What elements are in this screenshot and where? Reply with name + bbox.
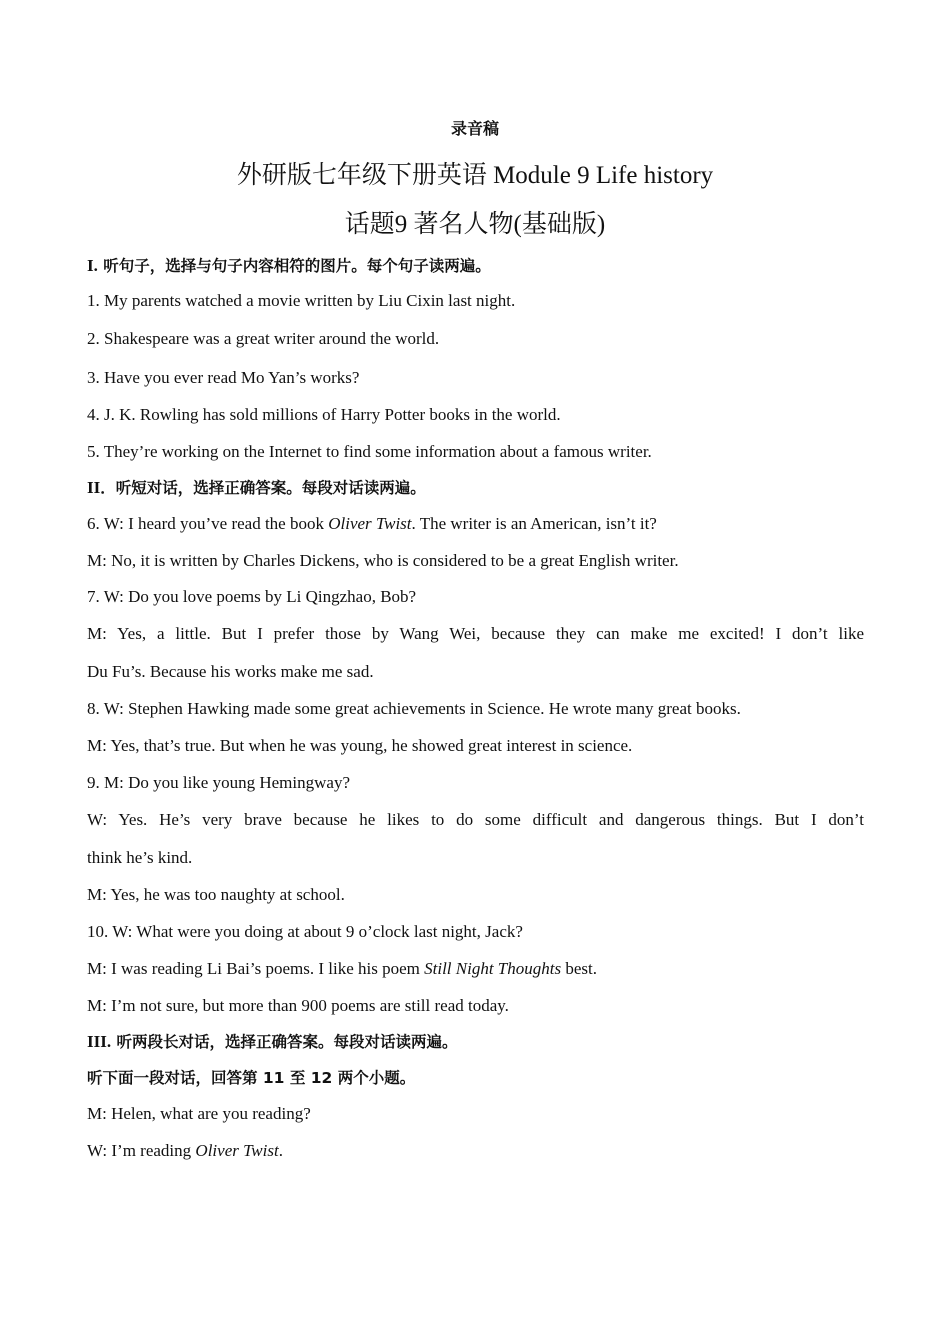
dialogue-10-m2: M: I’m not sure, but more than 900 poems are still read today. <box>87 996 509 1015</box>
sentence-2: 2. Shakespeare was a great writer around the world. <box>87 329 440 348</box>
sentence-1: 1. My parents watched a movie written by Liu Cixin last night. <box>87 291 516 310</box>
document-title: 外研版七年级下册英语 Module 9 Life history <box>236 162 714 189</box>
long-dialogue-line-2-part2: . <box>278 1141 283 1160</box>
section-2-number: II <box>87 478 101 497</box>
dialogue-7-w: 7. W: Do you love poems by Li Qingzhao, Bob? <box>87 587 417 606</box>
long-dialogue-line-2-part1: W: I’m reading <box>87 1141 196 1160</box>
dialogue-8-m: M: Yes, that’s true. But when he was young, he showed great interest in science. <box>87 736 633 755</box>
section-3-subheading: 听下面一段对话，回答第 11 至 12 两个小题。 <box>87 1069 416 1087</box>
transcript-label: 录音稿 <box>450 119 499 138</box>
long-dialogue-line-1: M: Helen, what are you reading? <box>87 1104 311 1123</box>
poem-title: Still Night Thoughts <box>424 959 562 978</box>
dialogue-6-w <box>87 513 657 535</box>
sentence-3: 3. Have you ever read Mo Yan’s works? <box>87 368 360 387</box>
dialogue-7-m-line1: M: Yes, a little. But I prefer those by Wang Wei, because they can make me excited! I don’t like <box>87 624 864 643</box>
dialogue-10-m <box>87 958 597 980</box>
dialogue-9-w-line2: think he’s kind. <box>87 848 193 867</box>
long-dialogue-line-2 <box>87 1140 283 1162</box>
document-subtitle: 话题9 著名人物(基础版) <box>344 211 606 238</box>
dialogue-6-w-part1: 6. W: I heard you’ve read the book <box>87 514 329 533</box>
dialogue-8-w: 8. W: Stephen Hawking made some great achievements in Science. He wrote many great books. <box>87 699 741 718</box>
sentence-5: 5. They’re working on the Internet to find some information about a famous writer. <box>87 442 652 461</box>
section-2-heading-text: ．听短对话，选择正确答案。每段对话读两遍。 <box>100 479 426 497</box>
sentence-4: 4. J. K. Rowling has sold millions of Harry Potter books in the world. <box>87 405 561 424</box>
book-title-oliver-twist: Oliver Twist <box>328 514 412 533</box>
dialogue-10-w: 10. W: What were you doing at about 9 o’clock last night, Jack? <box>87 922 523 941</box>
dialogue-10-m-part1: M: I was reading Li Bai’s poems. I like his poem <box>87 959 425 978</box>
dialogue-6-w-part2: . The writer is an American, isn’t it? <box>411 514 657 533</box>
dialogue-10-m-part2: best. <box>561 959 597 978</box>
section-1-heading-text: 听句子，选择与句子内容相符的图片。每个句子读两遍。 <box>103 257 491 275</box>
section-1-number: I. <box>87 256 98 275</box>
dialogue-7-m-line2: Du Fu’s. Because his works make me sad. <box>87 662 374 681</box>
section-1-heading <box>87 255 491 277</box>
dialogue-9-m2: M: Yes, he was too naughty at school. <box>87 885 345 904</box>
section-3-heading-text: 听两段长对话，选择正确答案。每段对话读两遍。 <box>111 1033 458 1051</box>
section-2-heading <box>87 477 426 499</box>
dialogue-6-m: M: No, it is written by Charles Dickens, who is considered to be a great English writer. <box>87 551 679 570</box>
section-3-heading <box>87 1031 458 1053</box>
section-3-number: III. <box>87 1032 112 1051</box>
dialogue-9-w-line1: W: Yes. He’s very brave because he likes to do some difficult and dangerous things. But I don’t <box>87 810 864 829</box>
dialogue-9-m: 9. M: Do you like young Hemingway? <box>87 773 350 792</box>
book-title-oliver-twist-2: Oliver Twist <box>195 1141 279 1160</box>
